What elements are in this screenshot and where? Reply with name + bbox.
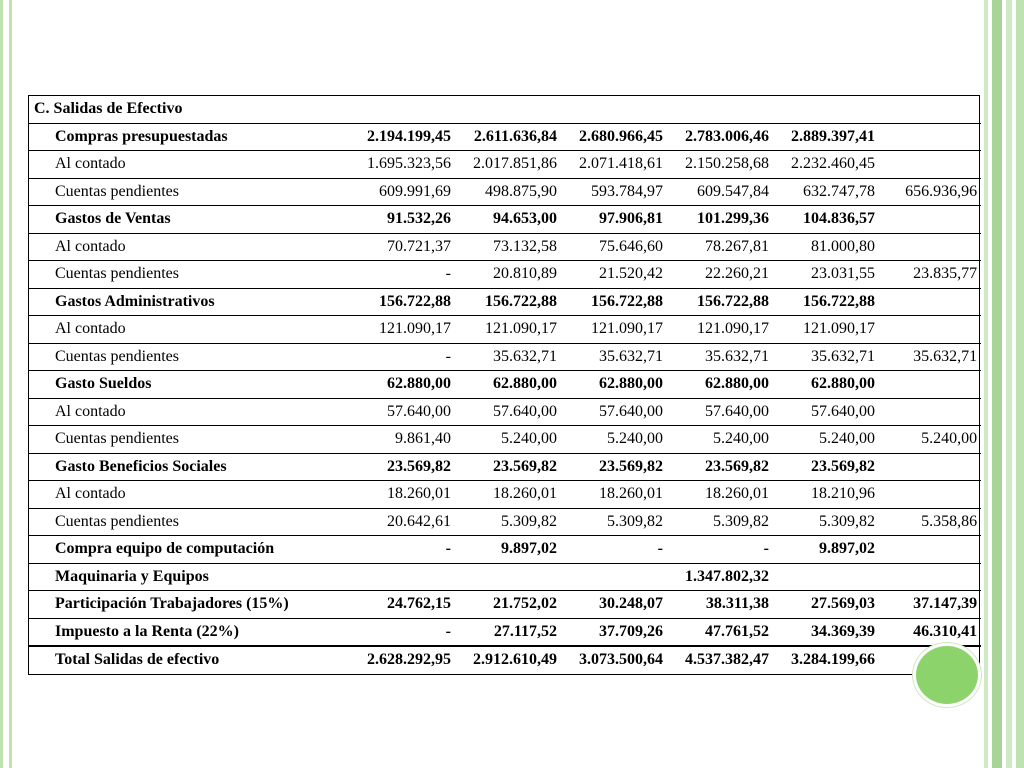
value-cell: 5.309,82 <box>773 508 879 536</box>
value-cell: 121.090,17 <box>561 316 667 344</box>
value-cell: 18.260,01 <box>667 481 773 509</box>
value-cell: 46.310,41 <box>879 618 981 646</box>
value-cell: 593.784,97 <box>561 178 667 206</box>
value-cell: 121.090,17 <box>773 316 879 344</box>
table-row <box>29 481 981 509</box>
value-cell <box>324 563 455 591</box>
value-cell: 5.240,00 <box>879 426 981 454</box>
value-cell: 156.722,88 <box>773 288 879 316</box>
row-label: Total Salidas de efectivo <box>29 646 324 674</box>
value-cell: 35.632,71 <box>667 343 773 371</box>
table-row <box>29 343 981 371</box>
value-cell <box>879 233 981 261</box>
value-cell: 2.680.966,45 <box>561 123 667 151</box>
value-cell: 18.260,01 <box>561 481 667 509</box>
section-title: C. Salidas de Efectivo <box>34 100 183 118</box>
value-cell: 57.640,00 <box>561 398 667 426</box>
row-label: Gasto Beneficios Sociales <box>29 453 324 481</box>
value-cell: 5.358,86 <box>879 508 981 536</box>
value-cell: 5.309,82 <box>561 508 667 536</box>
value-cell: 24.762,15 <box>324 591 455 619</box>
value-cell: 23.569,82 <box>455 453 561 481</box>
value-cell: 2.071.418,61 <box>561 151 667 179</box>
left-decorative-border <box>0 0 12 768</box>
table-row <box>29 151 981 179</box>
value-cell: 57.640,00 <box>773 398 879 426</box>
value-cell: 94.653,00 <box>455 206 561 234</box>
value-cell: 27.569,03 <box>773 591 879 619</box>
value-cell: - <box>561 536 667 564</box>
value-cell <box>879 398 981 426</box>
value-cell: 23.569,82 <box>561 453 667 481</box>
table-row <box>29 261 981 289</box>
value-cell: - <box>324 536 455 564</box>
value-cell: 18.260,01 <box>455 481 561 509</box>
value-cell: 9.897,02 <box>455 536 561 564</box>
row-label: Maquinaria y Equipos <box>29 563 324 591</box>
value-cell: 37.147,39 <box>879 591 981 619</box>
value-cell <box>455 563 561 591</box>
value-cell: 656.936,96 <box>879 178 981 206</box>
value-cell: 609.547,84 <box>667 178 773 206</box>
table-row <box>29 618 981 646</box>
cash-outflows-table <box>28 95 980 675</box>
value-cell: 22.260,21 <box>667 261 773 289</box>
row-label: Compra equipo de computación <box>29 536 324 564</box>
value-cell: 2.628.292,95 <box>324 646 455 674</box>
value-cell: 5.309,82 <box>667 508 773 536</box>
value-cell: 23.569,82 <box>324 453 455 481</box>
table-row <box>29 288 981 316</box>
value-cell: 156.722,88 <box>324 288 455 316</box>
value-cell: 2.783.006,46 <box>667 123 773 151</box>
value-cell: 121.090,17 <box>455 316 561 344</box>
value-cell <box>561 563 667 591</box>
value-cell: 101.299,36 <box>667 206 773 234</box>
value-cell: 609.991,69 <box>324 178 455 206</box>
value-cell: 5.240,00 <box>561 426 667 454</box>
value-cell: 18.210,96 <box>773 481 879 509</box>
section-header-row <box>29 96 981 123</box>
table-row <box>29 536 981 564</box>
value-cell: 121.090,17 <box>667 316 773 344</box>
value-cell: 37.709,26 <box>561 618 667 646</box>
value-cell: 20.642,61 <box>324 508 455 536</box>
value-cell: 81.000,80 <box>773 233 879 261</box>
value-cell: 21.520,42 <box>561 261 667 289</box>
value-cell: - <box>667 536 773 564</box>
value-cell: 91.532,26 <box>324 206 455 234</box>
value-cell <box>879 371 981 399</box>
value-cell: 3.284.199,66 <box>773 646 879 674</box>
table-row <box>29 646 981 674</box>
green-circle-decoration <box>913 643 981 707</box>
value-cell: 156.722,88 <box>455 288 561 316</box>
value-cell: 34.369,39 <box>773 618 879 646</box>
table-row <box>29 233 981 261</box>
value-cell: 78.267,81 <box>667 233 773 261</box>
value-cell <box>879 453 981 481</box>
table-row <box>29 371 981 399</box>
value-cell: 35.632,71 <box>773 343 879 371</box>
value-cell: 2.912.610,49 <box>455 646 561 674</box>
value-cell: 1.347.802,32 <box>667 563 773 591</box>
value-cell: 2.194.199,45 <box>324 123 455 151</box>
value-cell: - <box>324 618 455 646</box>
value-cell: 62.880,00 <box>561 371 667 399</box>
value-cell <box>879 123 981 151</box>
table-row <box>29 316 981 344</box>
value-cell <box>879 481 981 509</box>
value-cell: 2.150.258,68 <box>667 151 773 179</box>
row-label: Cuentas pendientes <box>29 178 324 206</box>
value-cell: 62.880,00 <box>773 371 879 399</box>
value-cell: 18.260,01 <box>324 481 455 509</box>
value-cell: 2.232.460,45 <box>773 151 879 179</box>
value-cell <box>879 536 981 564</box>
value-cell: 35.632,71 <box>455 343 561 371</box>
value-cell: - <box>324 343 455 371</box>
value-cell: 62.880,00 <box>455 371 561 399</box>
value-cell: 121.090,17 <box>324 316 455 344</box>
value-cell: 498.875,90 <box>455 178 561 206</box>
value-cell: 2.017.851,86 <box>455 151 561 179</box>
value-cell: 57.640,00 <box>324 398 455 426</box>
value-cell: 38.311,38 <box>667 591 773 619</box>
value-cell <box>879 288 981 316</box>
value-cell: 5.240,00 <box>455 426 561 454</box>
table-row <box>29 206 981 234</box>
value-cell: 23.569,82 <box>667 453 773 481</box>
value-cell: 156.722,88 <box>667 288 773 316</box>
row-label: Participación Trabajadores (15%) <box>29 591 324 619</box>
table-row <box>29 591 981 619</box>
table-row <box>29 398 981 426</box>
value-cell: 104.836,57 <box>773 206 879 234</box>
right-decorative-stripes <box>978 0 1024 768</box>
value-cell: 3.073.500,64 <box>561 646 667 674</box>
value-cell: 2.611.636,84 <box>455 123 561 151</box>
row-label: Al contado <box>29 398 324 426</box>
table-row <box>29 508 981 536</box>
value-cell: 70.721,37 <box>324 233 455 261</box>
value-cell: 27.117,52 <box>455 618 561 646</box>
value-cell: 97.906,81 <box>561 206 667 234</box>
value-cell: 632.747,78 <box>773 178 879 206</box>
value-cell: 9.897,02 <box>773 536 879 564</box>
row-label: Al contado <box>29 316 324 344</box>
row-label: Cuentas pendientes <box>29 343 324 371</box>
value-cell: 23.569,82 <box>773 453 879 481</box>
row-label: Al contado <box>29 151 324 179</box>
row-label: Al contado <box>29 233 324 261</box>
cash-outflows-grid <box>29 96 981 674</box>
value-cell <box>879 316 981 344</box>
value-cell <box>879 206 981 234</box>
value-cell: 5.240,00 <box>773 426 879 454</box>
value-cell: 5.240,00 <box>667 426 773 454</box>
value-cell: 20.810,89 <box>455 261 561 289</box>
row-label: Compras presupuestadas <box>29 123 324 151</box>
table-row <box>29 123 981 151</box>
row-label: Cuentas pendientes <box>29 261 324 289</box>
row-label: Gastos Administrativos <box>29 288 324 316</box>
value-cell: 9.861,40 <box>324 426 455 454</box>
value-cell: 75.646,60 <box>561 233 667 261</box>
value-cell <box>879 151 981 179</box>
value-cell: - <box>324 261 455 289</box>
value-cell: 23.031,55 <box>773 261 879 289</box>
value-cell: 1.695.323,56 <box>324 151 455 179</box>
value-cell: 4.537.382,47 <box>667 646 773 674</box>
value-cell: 57.640,00 <box>667 398 773 426</box>
value-cell: 35.632,71 <box>561 343 667 371</box>
row-label: Al contado <box>29 481 324 509</box>
value-cell: 35.632,71 <box>879 343 981 371</box>
value-cell: 73.132,58 <box>455 233 561 261</box>
value-cell: 2.889.397,41 <box>773 123 879 151</box>
table-row <box>29 426 981 454</box>
value-cell <box>879 563 981 591</box>
value-cell: 57.640,00 <box>455 398 561 426</box>
value-cell: 30.248,07 <box>561 591 667 619</box>
row-label: Gasto Sueldos <box>29 371 324 399</box>
value-cell: 62.880,00 <box>324 371 455 399</box>
table-row <box>29 453 981 481</box>
value-cell: 21.752,02 <box>455 591 561 619</box>
value-cell: 23.835,77 <box>879 261 981 289</box>
value-cell: 47.761,52 <box>667 618 773 646</box>
value-cell: 156.722,88 <box>561 288 667 316</box>
row-label: Gastos de Ventas <box>29 206 324 234</box>
row-label: Cuentas pendientes <box>29 508 324 536</box>
value-cell: 5.309,82 <box>455 508 561 536</box>
value-cell: 62.880,00 <box>667 371 773 399</box>
value-cell <box>773 563 879 591</box>
table-row <box>29 563 981 591</box>
table-row <box>29 178 981 206</box>
row-label: Impuesto a la Renta (22%) <box>29 618 324 646</box>
row-label: Cuentas pendientes <box>29 426 324 454</box>
